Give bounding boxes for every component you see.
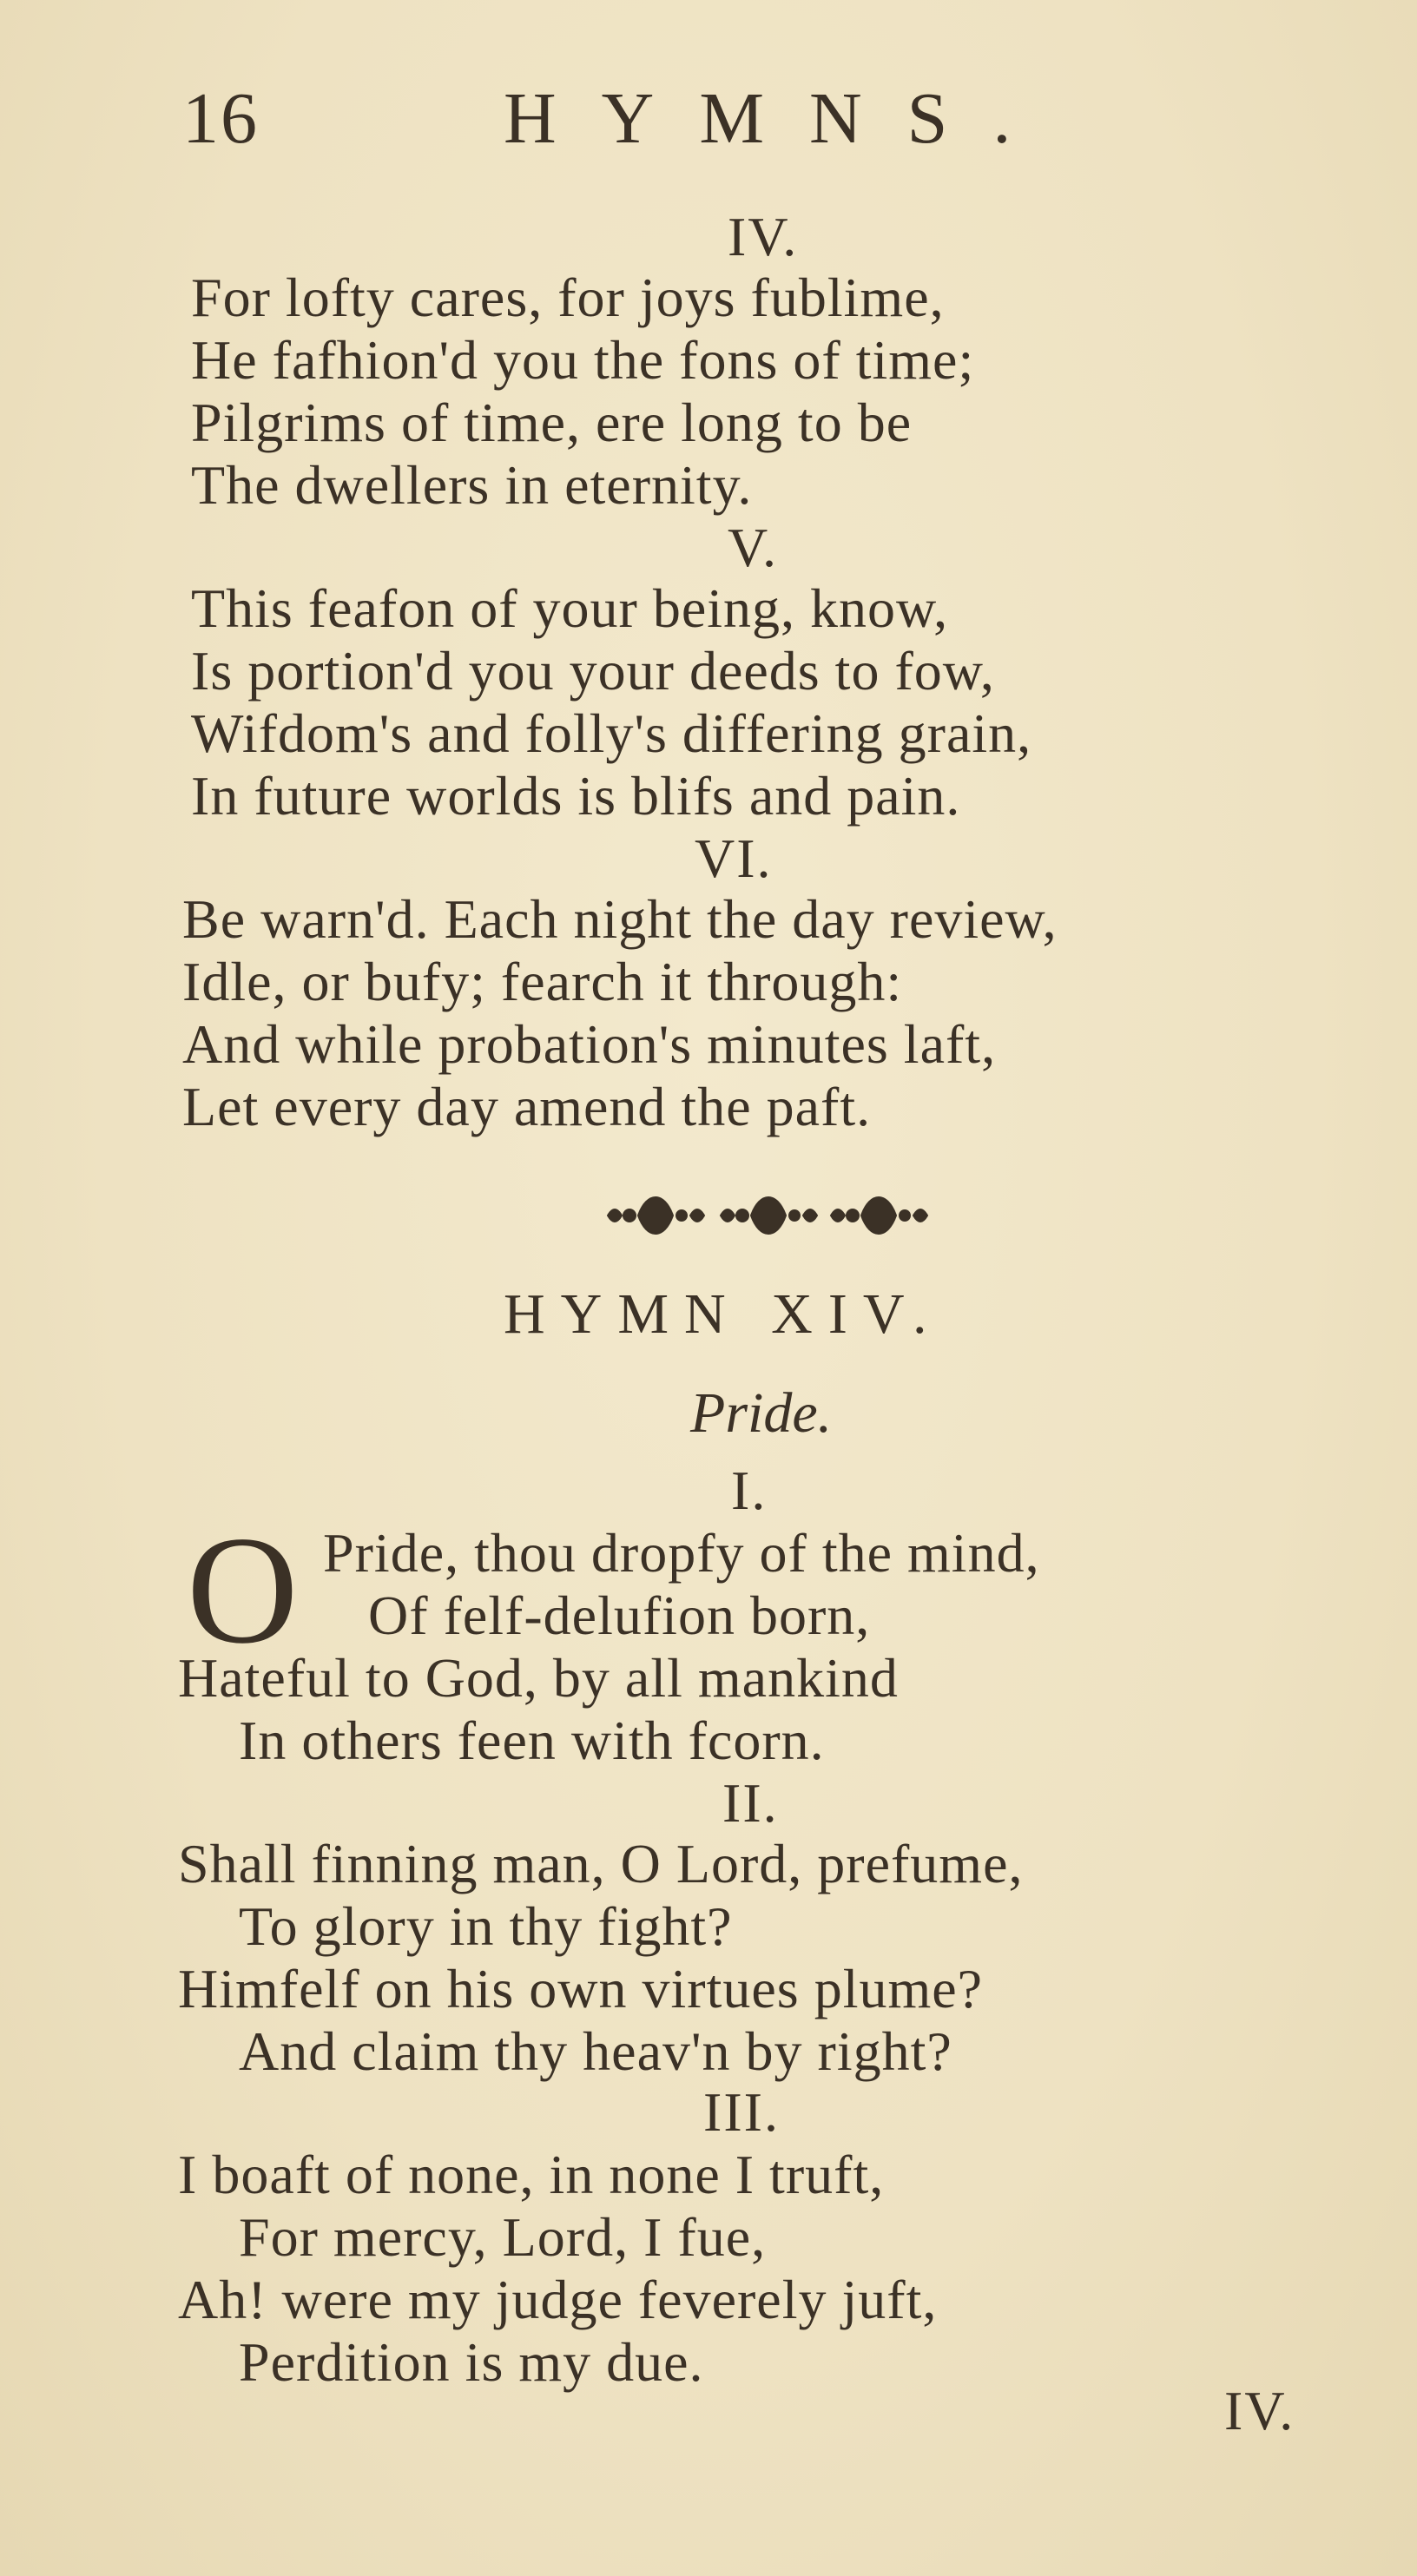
verse-line: Shall finning man, O Lord, prefume,	[178, 1833, 1024, 1894]
verse-line: Pride, thou dropfy of the mind,	[323, 1522, 1040, 1584]
stanza-numeral: III.	[703, 2081, 780, 2143]
verse-line: To glory in thy fight?	[239, 1895, 733, 1957]
ornament-icon	[603, 1189, 933, 1242]
verse-line: I boaft of none, in none I truft,	[178, 2144, 885, 2205]
stanza-numeral: VI.	[695, 827, 773, 889]
verse-line: He fafhion'd you the fons of time;	[191, 329, 975, 391]
verse-line: This feafon of your being, know,	[191, 577, 949, 639]
verse-line: Is portion'd you your deeds to fow,	[191, 640, 995, 702]
page-header	[0, 76, 1417, 172]
verse-line: For mercy, Lord, I fue,	[239, 2206, 767, 2268]
running-head: HYMNS.	[504, 78, 1057, 159]
verse-line: Ah! were my judge feverely juft,	[178, 2269, 938, 2330]
catchword: IV.	[1224, 2380, 1295, 2441]
verse-line: Pilgrims of time, ere long to be	[191, 392, 913, 453]
verse-line: Wifdom's and folly's differing grain,	[191, 702, 1032, 764]
verse-line: Idle, or bufy; fearch it through:	[182, 951, 903, 1012]
hymn-subject: Pride.	[690, 1381, 833, 1445]
verse-line: Hateful to God, by all mankind	[178, 1647, 899, 1709]
stanza-numeral: IV.	[728, 206, 799, 267]
hymn-title: HYMN XIV.	[504, 1282, 943, 1346]
verse-line: Perdition is my due.	[239, 2331, 704, 2393]
verse-line: Be warn'd. Each night the day review,	[182, 888, 1058, 950]
verse-line: And while probation's minutes laft,	[182, 1013, 997, 1075]
verse-line: And claim thy heav'n by right?	[239, 2020, 952, 2082]
verse-line: In future worlds is blifs and pain.	[191, 765, 961, 827]
verse-line: In others feen with fcorn.	[239, 1710, 825, 1771]
verse-line: Himfelf on his own virtues plume?	[178, 1958, 984, 2019]
drop-cap: O	[187, 1504, 299, 1676]
verse-line: The dwellers in eternity.	[191, 454, 753, 516]
page-number: 16	[182, 78, 259, 159]
stanza-numeral: II.	[722, 1772, 779, 1834]
stanza-numeral: I.	[731, 1459, 768, 1521]
verse-line: Of felf-delufion born,	[368, 1584, 871, 1646]
verse-line: Let every day amend the paft.	[182, 1076, 872, 1137]
stanza-numeral: V.	[728, 517, 778, 578]
verse-line: For lofty cares, for joys fublime,	[191, 267, 945, 328]
